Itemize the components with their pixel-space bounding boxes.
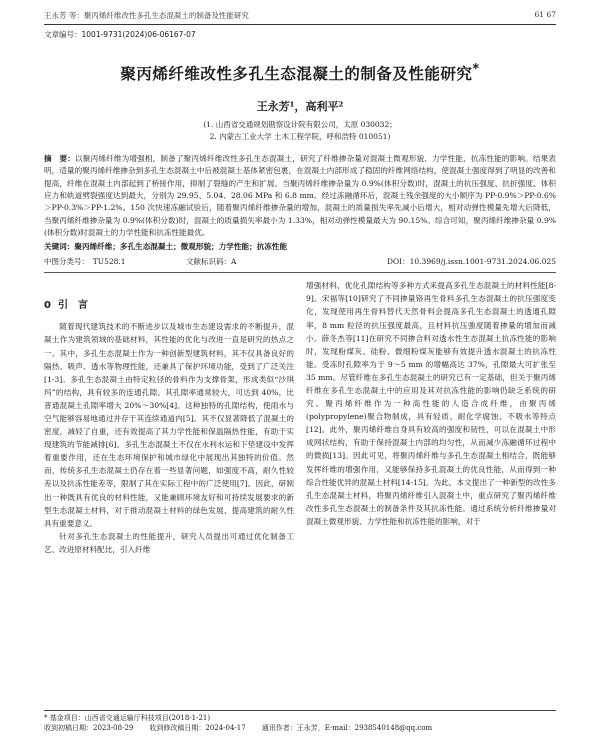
title-footnote-mark: * (472, 62, 480, 77)
section-title: 引 言 (57, 300, 88, 312)
running-header-title: 王永芳 等：聚丙烯纤维改性多孔生态混凝土的制备及性能研究 (44, 11, 249, 20)
article-number: 文章编号：1001-9731(2024)06-06167-07 (44, 30, 196, 39)
keywords-label: 关键词： (44, 242, 75, 252)
author-list: 王永芳¹，高利平² (256, 100, 344, 114)
contact-author: 通讯作者：王永芳，E-mail：2938540148@qq.com (261, 724, 433, 732)
paper-title-text: 聚丙烯纤维改性多孔生态混凝土的制备及性能研究 (120, 65, 473, 84)
paragraph: 针对多孔生态混凝土的性能提升，研究人员提出可通过优化制备工艺、改进原材料配比，引入纤维 (44, 531, 294, 554)
running-header (44, 10, 556, 25)
abstract-text: 以聚丙烯纤维为增强相，制备了聚丙烯纤维改性多孔生态混凝土，研究了纤维掺杂量对混凝土微观形貌、力学性能、抗冻性能的影响。结果表明，适量的聚丙烯纤维掺杂到多孔生态混凝土中后被混凝土基体紧密包裹，在混凝土内部形成了稳固的纤维网络结构，使混凝土强度得到了明显的改善和提高，纤维在混凝土内部起到了桥接作用，抑制了裂缝的产生和扩展。当聚丙烯纤维掺杂量为 0.9%(体积分数)时，混凝土的抗压强度、抗折强度、体积应力和轨道劈裂强度达到最大，分别为 29.95、5.04、28.06 MPa 和 6.8 mm。经过冻融循环后，混凝土残余强度的大小顺序为 PP-0.9%＞PP-0.6%＞PP-0.3%＞PP-1.2%。150 次快速冻融试验后，随着聚丙烯纤维掺杂量的增加，混凝土的质量损失率先减小后增大，相对动弹性模量先增大后降低，当聚丙烯纤维掺杂量为 0.9%(体积分数)时，混凝土的质量损失率最小为 1.33%，相对动弹性模量最大为 90.15%。综合可知，聚丙烯纤维掺杂量 0.9%(体积分数)时混凝土的力学性能和抗冻性能最优。 (44, 154, 556, 237)
classification-codes (44, 256, 556, 273)
affiliation-1: (1. 山西省交通规划勘察设计院有限公司，太原 030032； (203, 120, 397, 130)
keywords-text: 聚丙烯纤维；多孔生态混凝土；微观形貌；力学性能；抗冻性能 (74, 242, 287, 252)
footnote-dates (44, 723, 556, 733)
footnote (44, 710, 556, 733)
body-columns (44, 279, 556, 556)
left-column (44, 279, 294, 556)
revised-date: 收到修改稿日期：2024-04-17 (149, 724, 246, 732)
paragraph: 增强材料、优化孔隙结构等多种方式来提高多孔生态混凝土的材料性能[8-9]。宋福等[10]研究了不同掺量铬再生骨料多孔生态混凝土的抗压强度变化，发现使用再生骨料替代天然骨料会提高多孔生态混凝土的透通孔隙率，8 mm 粒径的抗压强度最高，且材料抗压強度随着掺量的增加而减小。薛冬杰等[11]在研究不同掺合料对透水性生态混凝土抗冻性能的影响时，发现粉煤灰、硅粉、微细粉煤灰能够有效提升透水混凝土的抗冻性能。受冻时孔隙率为于 9～5 mm 的增幅高达 37%，孔隙最大可扩张至 35 mm。尽管纤维在多孔生态混凝土的研究已有一定基础，但关于聚丙烯纤维在多孔生态混凝土中的应用及其对抗冻性能的影响仍缺乏系统的研究。聚丙烯纤维作为一种高性能的人造合成纤维，由聚丙烯(polypropylene)聚合物制成，具有轻质、耐化学腐蚀、不吸水等特点[12]。此外，聚丙烯纤维自身具有较高的强度和韧性，可以在混凝土中形成网状结构，有助于保持混凝土内部的均匀性，从而减少冻融循环过程中的微损[13]。因此可见，将聚丙烯纤维与多孔生态混凝土相结合，既能够发挥纤维的增强作用，又能够保持多孔混凝土的优良性能，从而得到一种综合性能优异的混凝土材料[14-15]。为此，本文提出了一种新型的改性多孔生态混凝土材料，将聚丙烯纤维引入混凝土中，重点研究了聚丙烯纤维改性多孔生态混凝土的制备条件及其抗冻性能。通过系统分析纤维掺量对混凝土微观形貌、力学性能和抗冻性能的影响，对于 (306, 281, 556, 526)
doi: DOI：10.3969/j.issn.1001-9731.2024.06.025 (387, 257, 556, 267)
page-number: 61 67 (534, 10, 556, 19)
received-date: 收到初稿日期：2023-08-29 (44, 724, 134, 732)
affiliation-2: 2. 内蒙古工业大学 土木工程学院，呼和浩特 010051) (209, 132, 391, 142)
section-number: 0 (44, 300, 51, 312)
paper-title (44, 62, 556, 84)
abstract-label: 摘 要： (44, 154, 76, 164)
right-column (306, 279, 556, 556)
clc-number: 中图分类号： TU528.1 (44, 257, 126, 267)
section-heading (44, 299, 294, 312)
document-code: 文献标识码：A (186, 257, 237, 267)
abstract (44, 153, 556, 239)
keywords (44, 241, 556, 253)
paragraph: 随着现代建筑技术的不断进步以及城市生态建设需求的不断提升，混凝土作为建筑领域的基础材料，其性能的优化与改进一直是研究的热点之一。其中，多孔生态混凝土作为一种创新型建筑材料，其不仅具备良好的隔热、吸声、透水等物理性能，还兼具了保护环境功能，受到了广泛关注[1-3]。多孔生态混凝土由特定粒径的骨料作为支撑骨架，形成类似“沙琪玛”的结构，具有较多的连通孔隙。其孔隙率通常较大，可达到 40%，比普通混凝土孔隙率增大 20%～30%[4]。这种独特的孔隙结构，使雨水与空气能够容易地通过并存于其连续通道内[5]。其不仅显著降低了混凝土的密度，减轻了自重，还有效提高了其力学性能和保温隔热性能，有助于实现建筑的节能减排[6]。多孔生态混凝土不仅在水利水运和下垫建设中发挥着重要作用，还在生态环境保护和城市绿化中展现出其独特的价值。然而，传统多孔生态混凝土仍存在着一些显著问题，如强度不高，耐久性较差以及抗冻性能差等，限制了其在实际工程中的广泛使用[7]。因此，研制出一种既具有优良的材料性能，又能兼顾环境友好和可持续发展要求的新型生态混凝土材料，对于推动混凝土材料的绿色发展、提高建筑的耐久性具有重要意义。 (44, 322, 294, 528)
fund-note: * 基金项目：山西省交通运输厅科技项目(2018-1-21) (44, 714, 211, 722)
